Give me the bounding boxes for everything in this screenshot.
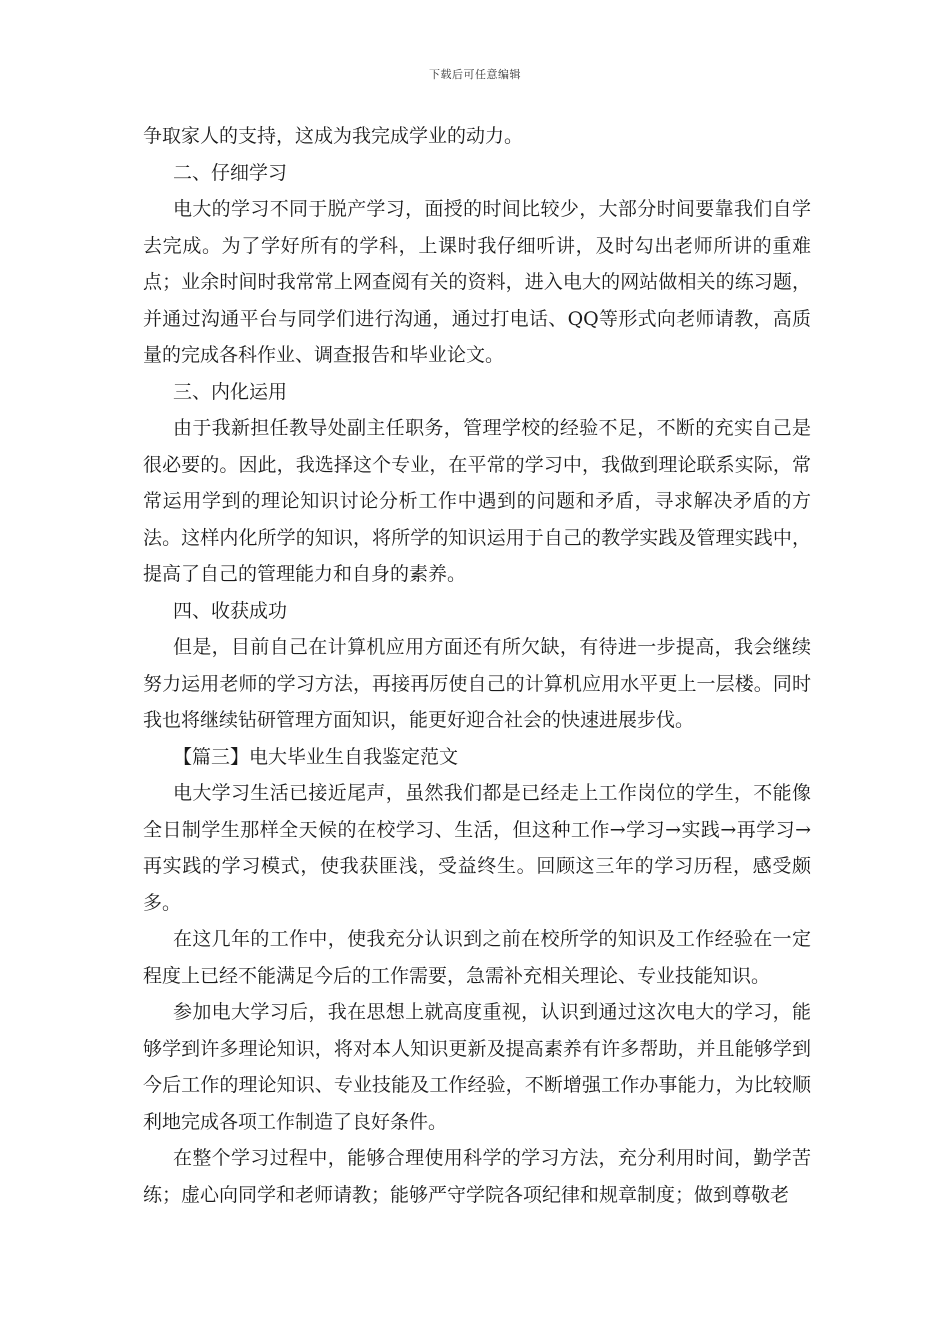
paragraph: 由于我新担任教导处副主任职务，管理学校的经验不足，不断的充实自己是很必要的。因此，我选择这个专业，在平常的学习中，我做到理论联系实际，常常运用学到的理论知识讨论分析工作中遇到的问题和矛盾，寻求解决矛盾的方法。这样内化所学的知识，将所学的知识运用于自己的教学实践及管理实践中，提高了自己的管理能力和自身的素养。 xyxy=(143,417,811,585)
paragraph: 电大的学习不同于脱产学习，面授的时间比较少，大部分时间要靠我们自学去完成。为了学好所有的学科，上课时我仔细听讲，及时勾出老师所讲的重难点；业余时间时我常常上网查阅有关的资料，进入电大的网站做相关的练习题，并通过沟通平台与同学们进行沟通，通过打电话、QQ等形式向老师请教，高质量的完成各科作业、调查报告和毕业论文。 xyxy=(143,198,811,366)
paragraph: 电大学习生活已接近尾声，虽然我们都是已经走上工作岗位的学生，不能像全日制学生那样全天候的在校学习、生活，但这种工作→学习→实践→再学习→再实践的学习模式，使我获匪浅，受益终生。回顾这三年的学习历程，感受颇多。 xyxy=(143,782,811,914)
paragraph: 参加电大学习后，我在思想上就高度重视，认识到通过这次电大的学习，能够学到许多理论知识，将对本人知识更新及提高素养有许多帮助，并且能够学到今后工作的理论知识、专业技能及工作经验，不断增强工作办事能力，为比较顺利地完成各项工作制造了良好条件。 xyxy=(143,1001,811,1133)
paragraph: 在整个学习过程中，能够合理使用科学的学习方法，充分利用时间，勤学苦练；虚心向同学和老师请教；能够严守学院各项纪律和规章制度；做到尊敬老 xyxy=(143,1147,811,1206)
page-header: 下载后可任意编辑 xyxy=(429,68,521,81)
article-title: 【篇三】电大毕业生自我鉴定范文 xyxy=(173,745,459,768)
paragraph: 争取家人的支持，这成为我完成学业的动力。 xyxy=(143,125,524,147)
paragraph: 在这几年的工作中，使我充分认识到之前在校所学的知识及工作经验在一定程度上已经不能满足今后的工作需要，急需补充相关理论、专业技能知识。 xyxy=(143,928,811,987)
document-body xyxy=(143,118,811,1213)
section-heading: 四、收获成功 xyxy=(173,599,288,622)
section-heading: 二、仔细学习 xyxy=(173,161,288,184)
section-heading: 三、内化运用 xyxy=(173,380,288,403)
paragraph: 但是，目前自己在计算机应用方面还有所欠缺，有待进一步提高，我会继续努力运用老师的学习方法，再接再厉使自己的计算机应用水平更上一层楼。同时我也将继续钻研管理方面知识，能更好迎合社会的快速进展步伐。 xyxy=(143,636,811,731)
